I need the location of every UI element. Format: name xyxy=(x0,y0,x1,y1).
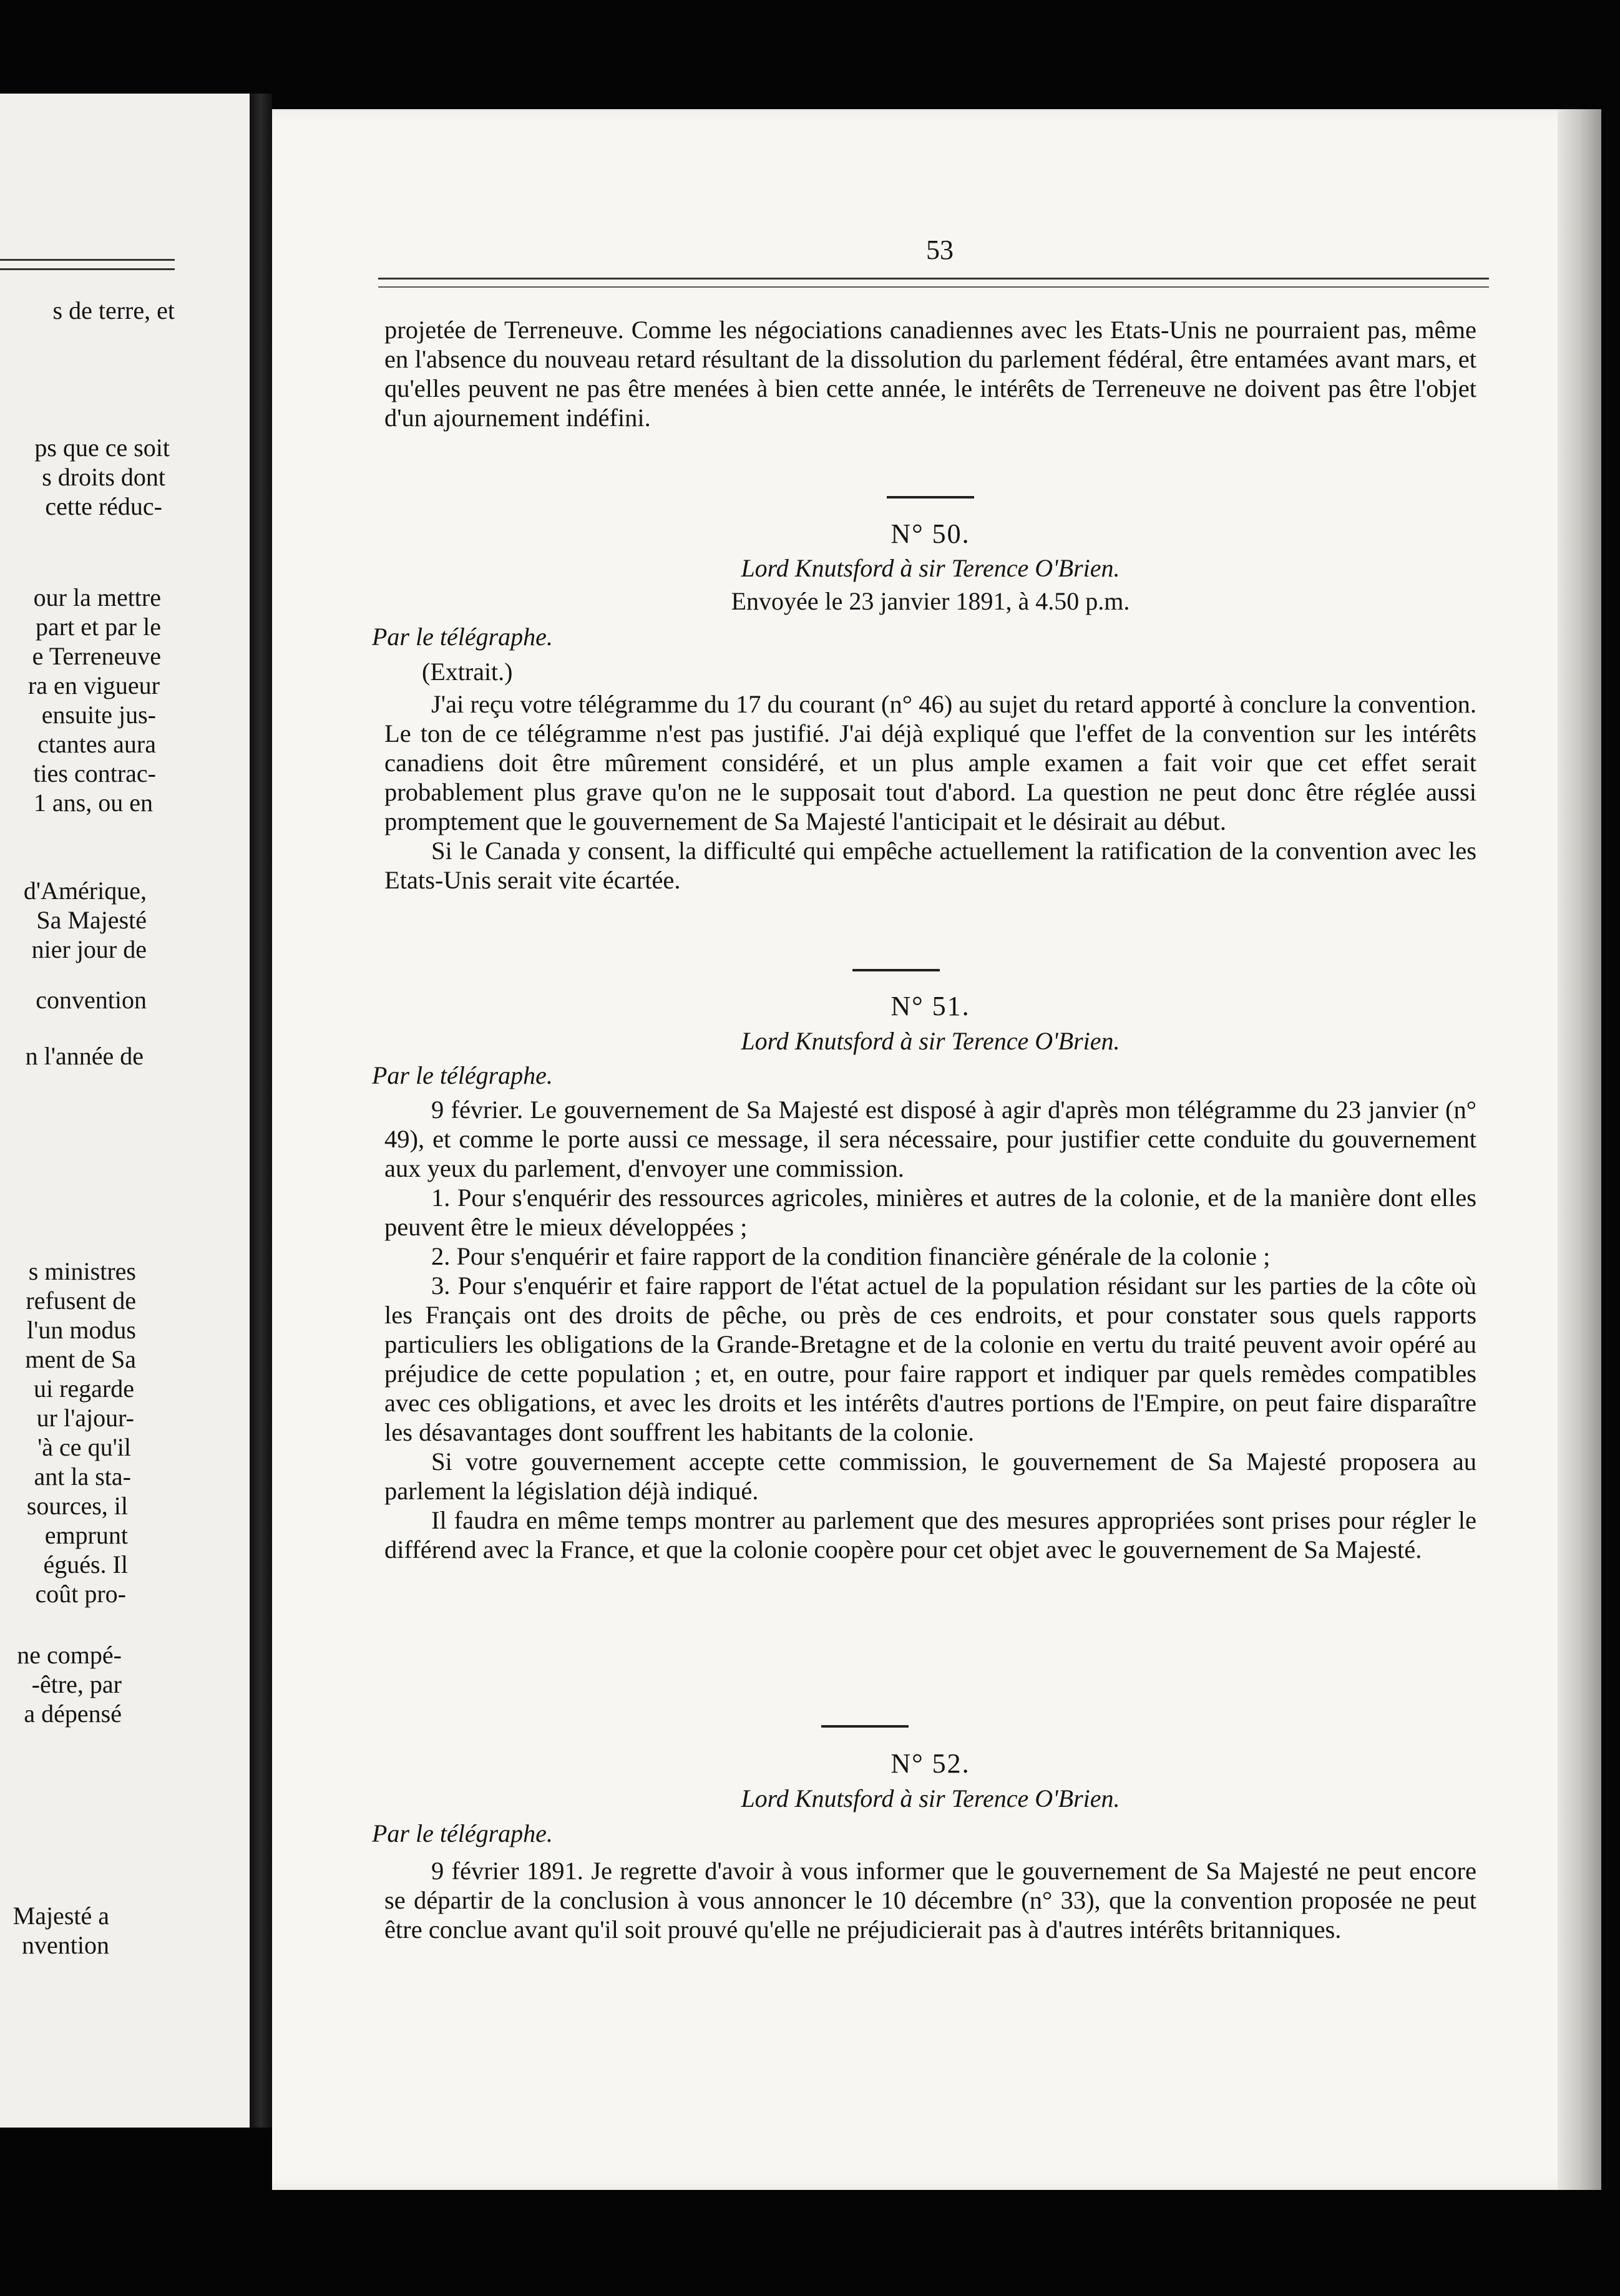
main-page xyxy=(272,109,1601,2190)
paragraph: projetée de Terreneuve. Comme les négociations canadiennes avec les Etats-Unis ne pourraient pas, même en l'absence du nouveau retard résultant de la dissolution du parlement fédéral, être entamées avant mars, et qu'elles peuvent ne pas être menées à bien cette année, le intérêts de Terreneuve ne doivent pas être l'objet d'un ajournement indéfini. xyxy=(384,316,1476,432)
left-page-line: ur l'ajour- xyxy=(36,1404,134,1432)
left-page-line: ra en vigueur xyxy=(27,671,160,699)
paragraph: Si votre gouvernement accepte cette commission, le gouvernement de Sa Majesté proposera au parlement la législation déjà indiqué. xyxy=(384,1447,1476,1505)
left-page-line: part et par le xyxy=(36,613,161,641)
left-page-line: l'un modus xyxy=(27,1316,136,1344)
transmission-method: Par le télégraphe. xyxy=(372,623,553,651)
left-page-line: ties contrac- xyxy=(33,759,156,787)
left-page-line: s droits dont xyxy=(42,463,165,491)
left-page-line: s de terre, et xyxy=(52,296,175,324)
paragraph: Si le Canada y consent, la difficulté qui empêche actuellement la ratification de la convention avec les Etats-Unis serait vite écartée. xyxy=(384,837,1476,894)
section-body xyxy=(384,1095,1476,1564)
left-page-line: nier jour de xyxy=(31,935,147,963)
left-page-line: our la mettre xyxy=(33,583,161,611)
section-number: N° 50. xyxy=(891,518,970,549)
section-title: Lord Knutsford à sir Terence O'Brien. xyxy=(741,1027,1120,1055)
left-page-rule xyxy=(0,268,175,270)
paragraph: 9 février. Le gouvernement de Sa Majesté est disposé à agir d'après mon télégramme du 23 janvier (n° 49), et comme le porte aussi ce message, il sera nécessaire, pour justifier cette conduite du gouvernement aux yeux du parlement, d'envoyer une commission. xyxy=(384,1096,1476,1182)
left-page-line: ant la sta- xyxy=(34,1462,131,1491)
left-page-line: convention xyxy=(36,986,147,1014)
left-page-line: n l'année de xyxy=(25,1042,144,1070)
left-page-line: Majesté a xyxy=(12,1902,109,1930)
paragraph: Il faudra en même temps montrer au parlement que des mesures appropriées sont prises pour régler le différend avec la France, et que la colonie coopère pour cet objet avec le gouvernement de Sa Majesté. xyxy=(384,1506,1476,1564)
left-facing-page xyxy=(0,94,253,2128)
section-separator xyxy=(852,969,940,971)
left-page-line: coût pro- xyxy=(35,1580,126,1608)
left-page-line: 'à ce qu'il xyxy=(37,1433,131,1461)
left-page-line: ne compé- xyxy=(17,1641,122,1669)
section-body xyxy=(384,1856,1476,1944)
paragraph: 1. Pour s'enquérir des ressources agricoles, minières et autres de la colonie, et de la manière dont elles peuvent être le mieux développées ; xyxy=(384,1184,1476,1241)
extract-note: (Extrait.) xyxy=(422,658,513,686)
left-page-line: cette réduc- xyxy=(45,492,162,520)
section-title: Lord Knutsford à sir Terence O'Brien. xyxy=(741,1784,1120,1812)
section-separator xyxy=(821,1725,909,1728)
page-number: 53 xyxy=(926,235,954,265)
left-page-line: s ministres xyxy=(28,1257,136,1285)
left-page-line: Sa Majesté xyxy=(36,906,147,934)
paragraph: 9 février 1891. Je regrette d'avoir à vous informer que le gouvernement de Sa Majesté ne peut encore se départir de la conclusion à vous annoncer le 10 décembre (n° 33), que la convention proposée ne peut être conclue avant qu'il soit prouvé qu'elle ne préjudicierait pas à d'autres intérêts britanniques. xyxy=(384,1857,1476,1943)
left-page-line: ui regarde xyxy=(33,1374,134,1403)
left-page-line: e Terreneuve xyxy=(32,642,161,670)
left-page-line: ps que ce soit xyxy=(34,434,170,462)
header-rule xyxy=(378,286,1489,288)
left-page-line: égués. Il xyxy=(43,1550,128,1578)
sent-date: Envoyée le 23 janvier 1891, à 4.50 p.m. xyxy=(731,587,1130,615)
transmission-method: Par le télégraphe. xyxy=(372,1061,553,1089)
section-separator xyxy=(887,496,974,499)
transmission-method: Par le télégraphe. xyxy=(372,1819,553,1847)
paragraph: 3. Pour s'enquérir et faire rapport de l'état actuel de la population résidant sur les parties de la côte où les Français ont des droits de pêche, ou près de ces endroits, et pour constater sous quels rapports particuliers les obligations de la Grande-Bretagne et de la colonie en vertu du traité peuvent avoir opéré au préjudice de cette population ; et, en outre, pour faire rapport et indiquer par quels remèdes compatibles avec ces obligations, et avec les droits et les intérêts d'autres portions de l'Empire, on peut faire disparaître les désavantages dont souffrent les habitants de la colonie. xyxy=(384,1272,1476,1446)
left-page-line: a dépensé xyxy=(24,1700,122,1728)
header-rule xyxy=(378,278,1489,280)
left-page-line: 1 ans, ou en xyxy=(33,789,153,817)
left-page-line: sources, il xyxy=(26,1492,128,1520)
section-number: N° 52. xyxy=(891,1748,970,1779)
intro-paragraph xyxy=(384,315,1476,432)
section-title: Lord Knutsford à sir Terence O'Brien. xyxy=(741,554,1120,582)
left-page-line: -être, par xyxy=(31,1670,122,1698)
page-edge-shadow xyxy=(1558,109,1601,2190)
left-page-line: nvention xyxy=(22,1931,109,1959)
left-page-line: ment de Sa xyxy=(25,1345,136,1373)
left-page-line: ctantes aura xyxy=(37,730,156,758)
section-body xyxy=(384,689,1476,895)
section-number: N° 51. xyxy=(891,991,970,1021)
paragraph: J'ai reçu votre télégramme du 17 du courant (n° 46) au sujet du retard apporté à conclure la convention. Le ton de ce télégramme n'est pas justifié. J'ai déjà expliqué que l'effet de la convention sur les intérêts canadiens doit être mûrement considéré, et un plus ample examen a fait voir que cet effet serait probablement plus grave qu'on ne le supposait tout d'abord. La question ne peut donc être réglée aussi promptement que le gouvernement de Sa Majesté l'anticipait et le désirait au début. xyxy=(384,690,1476,835)
left-page-line: ensuite jus- xyxy=(41,701,156,729)
left-page-line: d'Amérique, xyxy=(23,877,147,905)
paragraph: 2. Pour s'enquérir et faire rapport de la condition financière générale de la colonie ; xyxy=(431,1242,1271,1270)
book-spine xyxy=(250,94,272,2128)
left-page-line: refusent de xyxy=(26,1287,136,1315)
left-page-line: emprunt xyxy=(44,1521,128,1549)
left-page-rule xyxy=(0,259,175,261)
